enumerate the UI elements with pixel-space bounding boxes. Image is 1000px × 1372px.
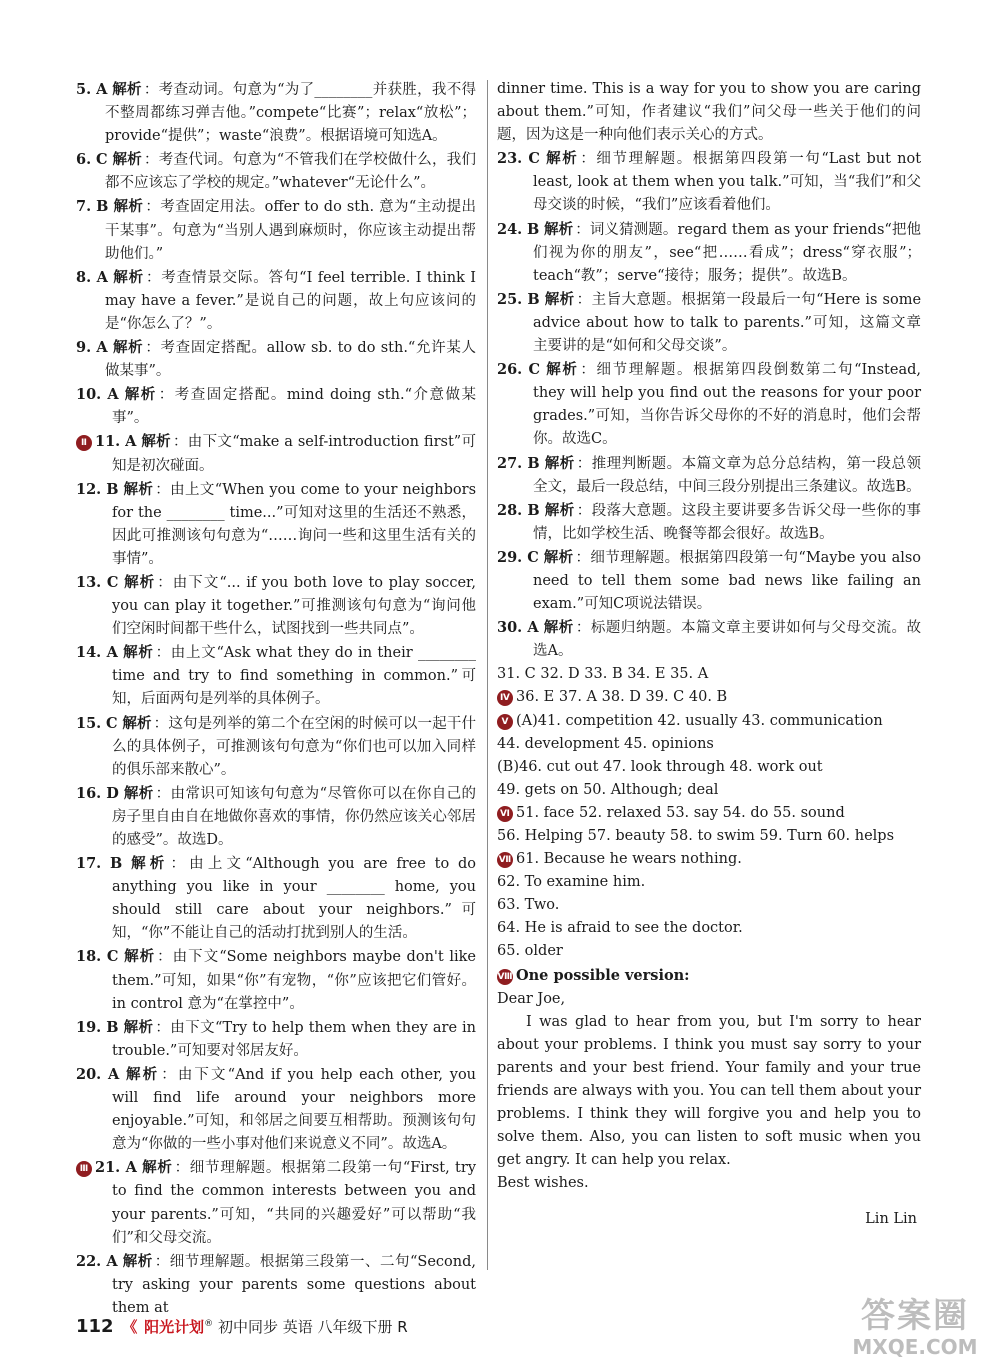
- book-title: 初中同步 英语 八年级下册 R: [217, 1318, 408, 1336]
- answer-letter: C: [106, 948, 119, 966]
- answer-letter: A: [125, 1159, 137, 1177]
- answer-letter: B: [106, 480, 119, 498]
- answer-letter: A: [96, 339, 108, 357]
- question-number: 14.: [76, 644, 102, 662]
- explanation-text: ：考查固定用法。offer to do sth. 意为“主动提出干某事”。句意为“当别人遇到麻烦时，你应该主动提出帮助他们。”: [105, 199, 477, 262]
- answer-letter: D: [106, 784, 119, 802]
- right-column: [497, 78, 921, 1231]
- analysis-label: 解析: [124, 386, 157, 404]
- question-number: 18.: [76, 948, 102, 966]
- answer-line-31: 31. C 32. D 33. B 34. E 35. A: [497, 666, 709, 683]
- explanation-text: ：考查情景交际。答句“I feel terrible. I think I may have a fever.”是说自己的问题，故上句应该问的是“你怎么了？”。: [105, 269, 477, 332]
- watermark-text: 答案圈: [861, 1296, 969, 1336]
- answer-item: [76, 571, 476, 641]
- explanation-text: ：考查代词。句意为“不管我们在学校做什么，我们都不应该忘了学校的规定。”whatever“无论什么”。: [105, 152, 477, 192]
- answer-line-41: Ⅴ (A)41. competition 42. usually 43. communication: [497, 710, 921, 733]
- writing-heading: Ⅷ One possible version:: [497, 966, 690, 984]
- explanation-text: ：由下文“Some neighbors maybe don't like them.”可知，如果“你”有宠物，“你”应该把它们管好。in control 意为“在掌控中”。: [112, 949, 477, 1012]
- column-divider: [487, 80, 488, 1270]
- question-number: 27.: [497, 454, 523, 472]
- answer-letter: A: [96, 81, 108, 98]
- answer-letter: B: [527, 501, 540, 519]
- answer-item: [76, 1016, 476, 1063]
- section-marker: Ⅴ: [497, 714, 513, 730]
- question-number: 5.: [76, 81, 92, 98]
- answer-letter: B: [527, 290, 540, 308]
- question-number: 15.: [76, 714, 102, 732]
- answer-line-61: Ⅶ 61. Because he wears nothing.: [498, 851, 742, 868]
- analysis-label: 解析: [546, 361, 579, 379]
- answer-item: [497, 452, 921, 499]
- registered-mark: ®: [204, 1319, 214, 1329]
- letter-greeting: Dear Joe,: [497, 990, 566, 1007]
- answer-letter: C: [106, 714, 118, 732]
- answer-item: [497, 616, 921, 663]
- analysis-label: 解析: [123, 480, 154, 498]
- explanation-text: ：词义猜测题。regard them as your friends“把他们视为你的朋友”，see“把……看成”；dress“穿衣服”；teach“教”；serve“接待；服务；提供”。故选B。: [533, 221, 922, 284]
- answer-item: [76, 266, 476, 336]
- analysis-label: 解析: [125, 1065, 160, 1083]
- question-number: 8.: [76, 268, 92, 286]
- analysis-label: 解析: [113, 268, 144, 286]
- page-number: 112: [76, 1316, 114, 1337]
- analysis-label: 解析: [546, 150, 579, 168]
- explanation-text: ：由下文“And if you help each other, you will find life around your neighbors more enjoyable.”可知，和邻居之间要互相帮助。预测该句句意为“你做的一些小事对他们来说意义不同”。故选A。: [112, 1066, 477, 1153]
- answer-item: [497, 546, 921, 616]
- analysis-label: 解析: [544, 501, 575, 519]
- answer-letter: C: [527, 548, 539, 566]
- answer-line-56: 56. Helping 57. beauty 58. to swim 59. Turn 60. helps: [497, 828, 895, 844]
- explanation-text: ：由下文“make a self-introduction first”可知是初次碰面。: [112, 434, 477, 474]
- question-number: 19.: [76, 1018, 102, 1036]
- analysis-label: 解析: [122, 714, 152, 732]
- answer-letter: A: [527, 619, 539, 637]
- answer-item: [76, 1063, 476, 1156]
- question-number: 28.: [497, 501, 523, 519]
- analysis-label: 解析: [112, 151, 142, 169]
- question-number: 9.: [76, 339, 92, 357]
- analysis-label: 解析: [131, 855, 169, 873]
- explanation-text: ：主旨大意题。根据第一段最后一句“Here is some advice about how to talk to parents.”可知，这篇文章主要讲的是“如何和父母交谈”。: [533, 291, 922, 355]
- answer-letter: C: [528, 150, 540, 168]
- question-number: 25.: [497, 290, 523, 308]
- letter-signature: Lin Lin: [865, 1210, 917, 1227]
- continued-explanation: dinner time. This is a way for you to show you are caring about them.”可知，作者建议“我们”问父母一些关于他们的问题，因为这是一种向他们表示关心的方式。: [497, 81, 921, 144]
- analysis-label: 解析: [123, 784, 154, 802]
- answer-item: [76, 641, 476, 711]
- question-number: 23.: [497, 150, 523, 168]
- explanation-text: ：段落大意题。这段主要讲要多告诉父母一些你的事情，比如学校生活、晚餐等都会很好。故选B。: [533, 502, 922, 542]
- explanation-text: ：由上文“When you come to your neighbors for the ________ time...”可知对这里的生活还不熟悉，因此可推测该句句意为“……询问一些和这里生活有关的事情”。: [112, 481, 477, 567]
- section-marker: Ⅶ: [497, 852, 513, 868]
- analysis-label: 解析: [543, 548, 574, 566]
- explanation-text: ：细节理解题。根据第四段倒数第二句“Instead, they will help you find out the reasons for your poor grades.”可知，当你告诉父母你的不好的消息时，他们会帮你。故选C。: [533, 362, 922, 448]
- answer-letter: A: [125, 433, 137, 451]
- answer-item: [76, 195, 476, 265]
- question-number: 7.: [76, 198, 92, 216]
- explanation-text: ：细节理解题。根据第二段第一句“First, try to find the common interests between you and your parents.”可知，“共同的兴趣爱好”可以帮助“我们”和父母交流。: [112, 1160, 477, 1246]
- answer-line-51: Ⅵ 51. face 52. relaxed 53. say 54. do 55. sound: [497, 802, 921, 825]
- analysis-label: 解析: [113, 198, 144, 216]
- analysis-label: 解析: [544, 454, 575, 472]
- question-number: 20.: [76, 1065, 102, 1083]
- answer-letter: B: [96, 198, 109, 216]
- answer-line-49: 49. gets on 50. Although; deal: [497, 781, 719, 798]
- explanation-text: ：考查动词。句意为“为了________并获胜，我不得不整周都练习弹吉他。”compete“比赛”；relax“放松”；provide“提供”；waste“浪费”。根据语境可知选A。: [105, 82, 477, 145]
- watermark-url: MXQE.COM: [852, 1335, 978, 1359]
- answer-letter: A: [107, 1065, 120, 1083]
- explanation-text: ：由常识可知该句句意为“尽管你可以在你自己的房子里自由自在地做你喜欢的事情，你仍然应该关心邻居的感受”。故选D。: [112, 785, 477, 848]
- answer-letter: A: [107, 386, 119, 404]
- explanation-text: ：细节理解题。根据第四段第一句“Maybe you also need to tell them some bad news like failing an exam.”可知C项说法错误。: [533, 549, 922, 613]
- answer-item: [76, 712, 476, 782]
- section-marker: Ⅱ: [76, 435, 92, 451]
- question-number: 24.: [497, 220, 523, 238]
- analysis-label: 解析: [123, 1018, 154, 1036]
- analysis-label: 解析: [124, 948, 156, 966]
- answer-letter: B: [106, 1018, 119, 1036]
- answer-line-64: 64. He is afraid to see the doctor.: [497, 920, 743, 937]
- answer-item: [497, 358, 921, 451]
- answer-item: [76, 782, 476, 852]
- answer-line-62: 62. To examine him.: [497, 874, 646, 891]
- question-number: 10.: [76, 386, 102, 404]
- answer-item: [497, 218, 921, 288]
- answer-item: [76, 78, 476, 148]
- question-number: 30.: [497, 619, 523, 637]
- question-number: 17.: [76, 855, 102, 873]
- brand-name: 阳光计划: [144, 1318, 205, 1336]
- analysis-label: 解析: [112, 339, 144, 357]
- question-number: 22.: [76, 1252, 102, 1270]
- explanation-text: ：推理判断题。本篇文章为总分总结构，第一段总领全文，最后一段总结，中间三段分别提出三条建议。故选B。: [533, 455, 922, 495]
- answer-item: [76, 852, 476, 945]
- answer-item: [497, 499, 921, 546]
- question-number: 6.: [76, 151, 92, 169]
- left-column: [76, 78, 476, 1320]
- answer-item: [497, 147, 921, 217]
- section-marker: Ⅲ: [76, 1161, 92, 1177]
- page-footer: [76, 1316, 408, 1337]
- question-number: 21.: [95, 1159, 121, 1177]
- letter-closing: Best wishes.: [497, 1175, 589, 1192]
- explanation-text: ：标题归纳题。本篇文章主要讲如何与父母交流。故选A。: [533, 620, 922, 660]
- analysis-label: 解析: [543, 619, 574, 637]
- question-number: 26.: [497, 361, 523, 379]
- question-number: 11.: [95, 433, 121, 451]
- answer-item: [76, 148, 476, 195]
- letter-body: I was glad to hear from you, but I'm sorry to hear about your problems. I think you must say sorry to your parents and your best friend. Your family and your true friends are always with you. You can tell them about your problems. I think they will forgive you and help you to solve them. Also, you can listen to soft music when you get angry. It can help you relax.: [497, 1013, 921, 1169]
- analysis-label: 解析: [112, 81, 142, 98]
- explanation-text: ：这句是列举的第二个在空闲的时候可以一起干什么的具体例子，可推测该句句意为“你们也可以加入同样的俱乐部来散心”。: [112, 715, 477, 778]
- explanation-text: ：由上文“Ask what they do in their ________ time and try to find something in common.”可知，后面两句是列举的具体例子。: [112, 645, 476, 708]
- explanation-text: ：细节理解题。根据第三段第一、二句“Second, try asking your parents some questions about them at: [112, 1253, 477, 1316]
- section-marker: Ⅵ: [497, 806, 513, 822]
- analysis-label: 解析: [124, 573, 156, 591]
- answer-line-36: Ⅳ 36. E 37. A 38. D 39. C 40. B: [497, 686, 921, 709]
- answer-letter: B: [110, 855, 123, 873]
- answer-line-46: (B)46. cut out 47. look through 48. work out: [497, 758, 823, 775]
- answer-line-63: 63. Two.: [497, 897, 560, 914]
- answer-item: [76, 478, 476, 571]
- section-marker: Ⅷ: [497, 969, 513, 985]
- right-items: [497, 147, 921, 663]
- answer-item: [76, 430, 476, 477]
- question-number: 12.: [76, 480, 102, 498]
- analysis-label: 解析: [543, 220, 574, 238]
- answer-item: [76, 1250, 476, 1320]
- explanation-text: ：细节理解题。根据第四段第一句“Last but not least, look at them when you talk.”可知，当“我们”和父母交谈的时候，“我们”应该看着他们。: [533, 151, 922, 214]
- answer-letter: C: [106, 573, 119, 591]
- question-number: 13.: [76, 573, 102, 591]
- section-marker: Ⅳ: [497, 690, 513, 706]
- explanation-text: ：由下文“... if you both love to play soccer, you can play it together.”可推测该句句意为“询问他们空闲时间都干些什么，试图找到一些共同点”。: [112, 574, 477, 638]
- analysis-label: 解析: [141, 433, 171, 451]
- answer-letter: C: [528, 361, 540, 379]
- explanation-text: ：考查固定搭配。allow sb. to do sth.“允许某人做某事”。: [105, 340, 477, 380]
- answer-item: [76, 945, 476, 1015]
- explanation-text: ：考查固定搭配。mind doing sth.“介意做某事”。: [112, 387, 477, 427]
- question-number: 29.: [497, 548, 523, 566]
- answer-letter: A: [106, 644, 118, 662]
- answer-letter: A: [106, 1252, 118, 1270]
- analysis-label: 解析: [142, 1159, 173, 1177]
- analysis-label: 解析: [123, 644, 154, 662]
- answer-item: [76, 336, 476, 383]
- answer-item: [497, 288, 921, 358]
- explanation-text: ：由下文“Try to help them when they are in trouble.”可知要对邻居友好。: [112, 1019, 477, 1059]
- chevron-icon: 《: [122, 1318, 138, 1336]
- watermark-logo: [840, 1296, 990, 1358]
- answer-letter: B: [527, 454, 540, 472]
- answer-item: [76, 383, 476, 430]
- answer-line-44: 44. development 45. opinions: [497, 735, 714, 752]
- analysis-label: 解析: [544, 290, 575, 308]
- answer-line-65: 65. older: [497, 943, 563, 960]
- answer-letter: C: [96, 151, 108, 169]
- question-number: 16.: [76, 784, 102, 802]
- answer-letter: A: [96, 268, 108, 286]
- answer-letter: B: [526, 220, 540, 238]
- explanation-text: ：由上文“Although you are free to do anything you like in your ________ home, you should still care about your neighbors.”可知，“你”不能让自己的活动打扰到别人的生活。: [112, 856, 477, 942]
- answer-item: [76, 1156, 476, 1249]
- analysis-label: 解析: [122, 1252, 153, 1270]
